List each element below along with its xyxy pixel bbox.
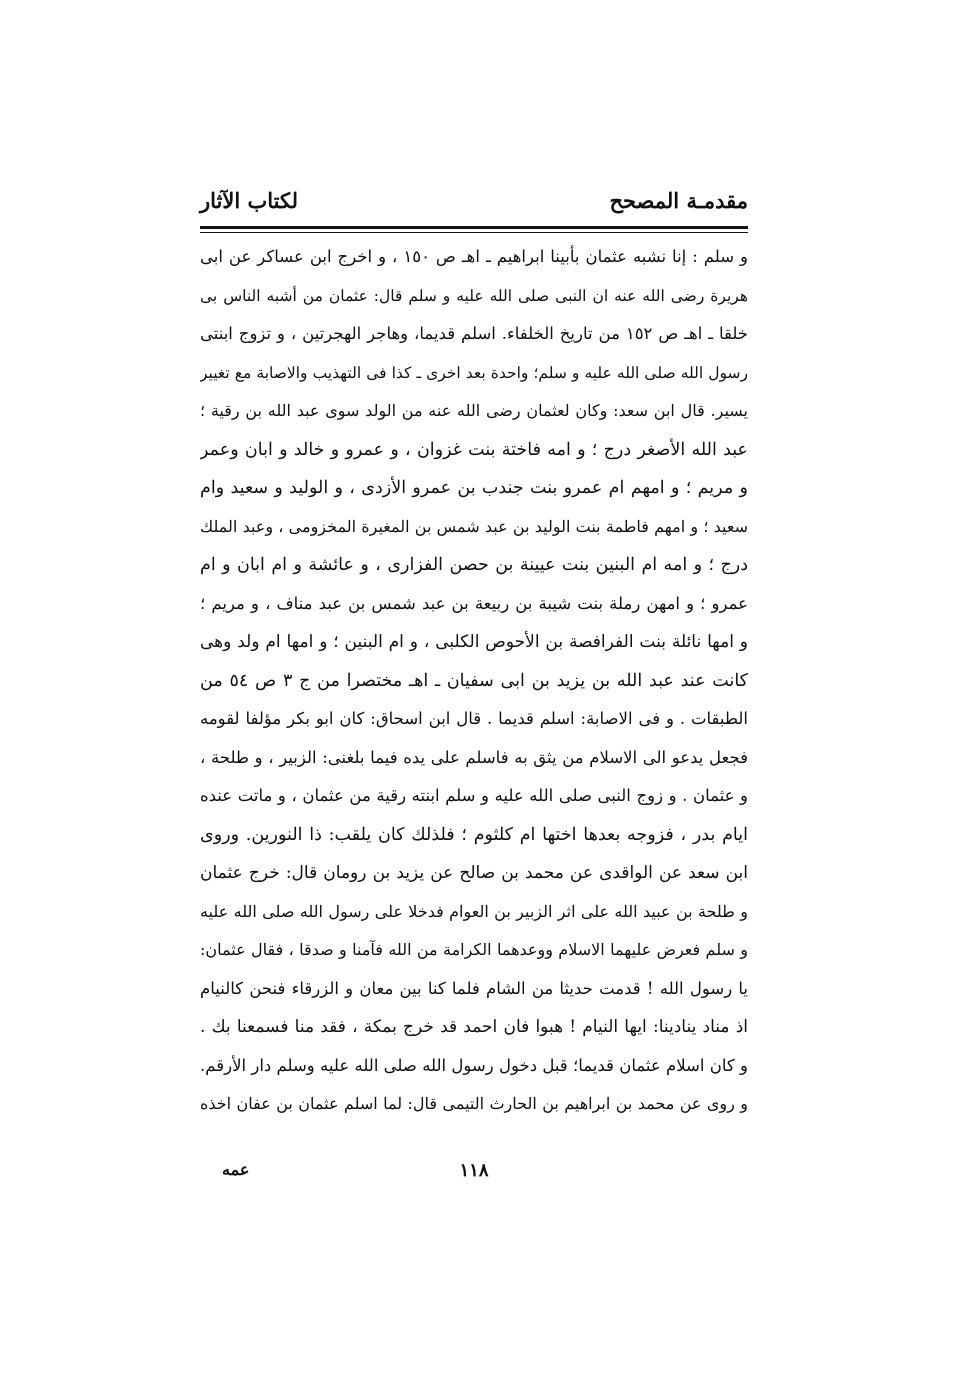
text-line: هريرة رضى الله عنه ان النبى صلى الله عليه و سلم قال: عثمان من أشبه الناس بى bbox=[200, 286, 748, 305]
text-line: فجعل يدعو الى الاسلام من يثق به فاسلم على يده فيما بلغنى: الزبير ، و طلحة ، bbox=[200, 747, 748, 767]
page-number: ١١٨ bbox=[459, 1160, 489, 1181]
text-line: عمرو ؛ و امهن رملة بنت شيبة بن ربيعة بن عبد شمس بن عبد مناف ، و مريم ؛ bbox=[200, 593, 748, 613]
text-line: يا رسول الله ! قدمت حديثا من الشام فلما كنا بين معان و الزرقاء فنحن كالنيام bbox=[200, 978, 748, 998]
text-line: و سلم : إنا نشبه عثمان بأبينا ابراهيم ـ اهـ ص ١٥٠ ، و اخرج ابن عساكر عن ابى bbox=[200, 247, 748, 266]
text-line: اذ مناد ينادينا: ايها النيام ! هبوا فان احمد قد خرج بمكة ، فقد منا فسمعنا بك . bbox=[200, 1017, 748, 1037]
text-line: سعيد ؛ و امهم فاطمة بنت الوليد بن عبد شمس بن المغيرة المخزومى ، وعبد الملك bbox=[200, 516, 748, 536]
text-line: و سلم فعرض عليهما الاسلام ووعدهما الكرامة من الله فآمنا و صدقا ، فقال عثمان: bbox=[200, 940, 748, 959]
header-rule-thick bbox=[200, 226, 748, 229]
running-header bbox=[200, 186, 748, 226]
text-line: ابن سعد عن الواقدى عن محمد بن صالح عن يزيد بن رومان قال: خرج عثمان bbox=[200, 863, 748, 883]
text-line: ايام بدر ، فزوجه بعدها اختها ام كلثوم ؛ فلذلك كان يلقب: ذا النورين. وروى bbox=[200, 824, 748, 845]
page-footer bbox=[200, 1160, 748, 1190]
text-line: و عثمان . و زوج النبى صلى الله عليه و سلم ابنته رقية من عثمان ، و ماتت عنده bbox=[200, 786, 748, 805]
text-line: و طلحة بن عبيد الله على اثر الزبير بن العوام فدخلا على رسول الله صلى الله عليه bbox=[200, 901, 748, 921]
text-line: درج ؛ و امه ام البنين بنت عيينة بن حصن الفزارى ، و عائشة و ام ابان و ام bbox=[200, 555, 748, 575]
text-line: و مريم ؛ و امهم ام عمرو بنت جندب بن عمرو الأزدى ، و الوليد و سعيد وام bbox=[200, 478, 748, 498]
text-line: الطبقات . و فى الاصابة: اسلم قديما . قال ابن اسحاق: كان ابو بكر مؤلفا لقومه bbox=[200, 709, 748, 728]
text-line: يسير. قال ابن سعد: وكان لعثمان رضى الله عنه من الولد سوى عبد الله بن رقية ؛ bbox=[200, 401, 748, 420]
text-line: رسول الله صلى الله عليه و سلم؛ واحدة بعد اخرى ـ كذا فى التهذيب والاصابة مع تغيير bbox=[200, 363, 748, 382]
text-line: عبد الله الأصغر درج ؛ و امه فاختة بنت غزوان ، و عمرو و خالد و ابان وعمر bbox=[200, 439, 748, 460]
body-text bbox=[200, 238, 748, 1124]
text-line: خلقا ـ اهـ ص ١٥٢ من تاريخ الخلفاء. اسلم قديما، وهاجر الهجرتين ، و تزوج ابنتى bbox=[200, 324, 748, 343]
text-line: كانت عند عبد الله بن يزيد بن ابى سفيان ـ اهـ مختصرا من ج ٣ ص ٥٤ من bbox=[200, 670, 748, 691]
header-book-title: لكتاب الآثار bbox=[200, 188, 299, 213]
catchword: عمه bbox=[222, 1160, 250, 1179]
text-line: و روى عن محمد بن ابراهيم بن الحارث التيمى قال: لما اسلم عثمان بن عفان اخذه bbox=[200, 1094, 748, 1113]
header-rule-thin bbox=[200, 232, 748, 233]
text-line: و كان اسلام عثمان قديما؛ قبل دخول رسول الله صلى الله عليه وسلم دار الأرقم. bbox=[200, 1055, 748, 1075]
header-section-title: مقدمـة المصحح bbox=[609, 188, 748, 213]
text-line: و امها نائلة بنت الفرافصة بن الأحوص الكلبى ، و ام البنين ؛ و امها ام ولد وهى bbox=[200, 632, 748, 652]
